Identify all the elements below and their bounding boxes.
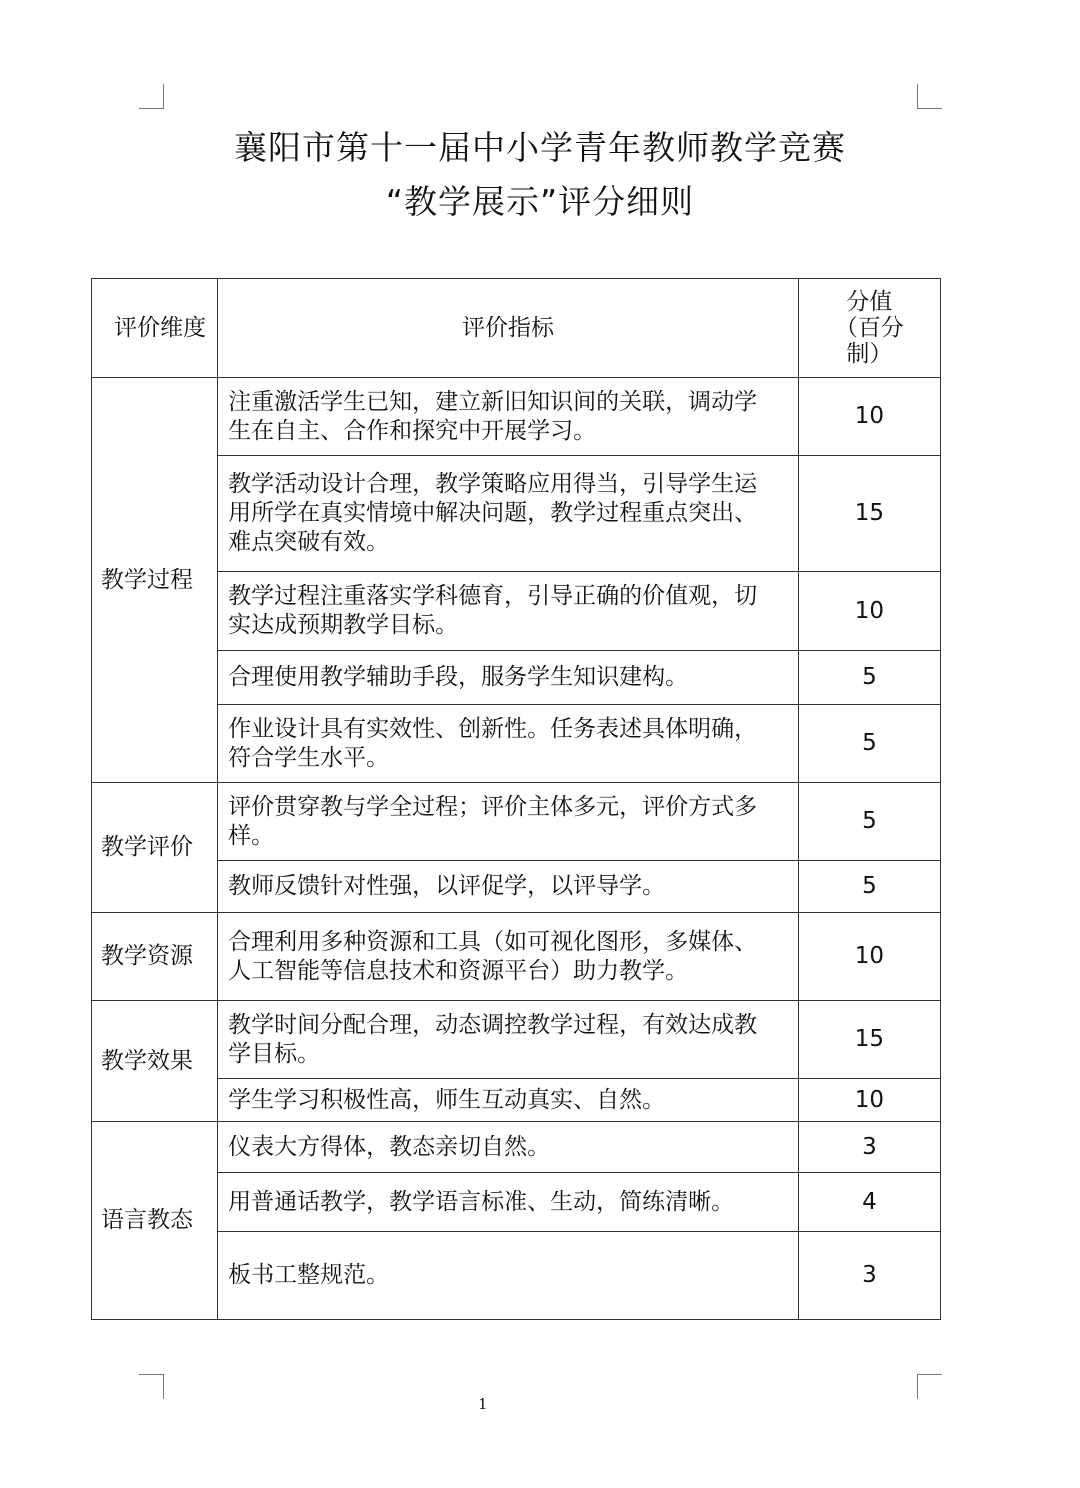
dimension-cell: 语言教态 (92, 1122, 218, 1320)
crop-mark-top-right (917, 84, 942, 109)
indicator-cell: 板书工整规范。 (218, 1232, 799, 1320)
score-cell: 5 (798, 783, 940, 861)
score-cell: 15 (798, 456, 940, 572)
crop-mark-top-left (139, 84, 164, 109)
table-row (92, 783, 941, 861)
table-row (92, 1079, 941, 1122)
score-cell: 10 (798, 913, 940, 1001)
score-cell: 15 (798, 1001, 940, 1079)
table-row (92, 913, 941, 1001)
dimension-cell: 教学资源 (92, 913, 218, 1001)
table-row (92, 705, 941, 783)
score-cell: 5 (798, 651, 940, 705)
indicator-cell: 教学时间分配合理，动态调控教学过程，有效达成教学目标。 (218, 1001, 799, 1079)
indicator-cell: 教学活动设计合理，教学策略应用得当，引导学生运用所学在真实情境中解决问题，教学过程重点突出、难点突破有效。 (218, 456, 799, 572)
indicator-cell: 仪表大方得体，教态亲切自然。 (218, 1122, 799, 1173)
document-title: 襄阳市第十一届中小学青年教师教学竞赛 (234, 128, 846, 167)
indicator-cell: 评价贯穿教与学全过程；评价主体多元，评价方式多样。 (218, 783, 799, 861)
table-row (92, 572, 941, 651)
table-row (92, 456, 941, 572)
indicator-cell: 合理利用多种资源和工具（如可视化图形，多媒体、人工智能等信息技术和资源平台）助力教学。 (218, 913, 799, 1001)
page-number: 1 (478, 1395, 488, 1413)
score-cell: 5 (798, 705, 940, 783)
score-cell: 3 (798, 1122, 940, 1173)
indicator-cell: 注重激活学生已知，建立新旧知识间的关联，调动学生在自主、合作和探究中开展学习。 (218, 378, 799, 456)
score-cell: 5 (798, 861, 940, 913)
indicator-cell: 教师反馈针对性强，以评促学，以评导学。 (218, 861, 799, 913)
table-row (92, 378, 941, 456)
scoring-rubric-table (91, 278, 941, 1320)
table-row (92, 651, 941, 705)
header-dimension: 评价维度 (92, 279, 218, 378)
dimension-cell: 教学效果 (92, 1001, 218, 1122)
score-cell: 4 (798, 1173, 940, 1232)
indicator-cell: 学生学习积极性高，师生互动真实、自然。 (218, 1079, 799, 1122)
score-cell: 3 (798, 1232, 940, 1320)
indicator-cell: 教学过程注重落实学科德育，引导正确的价值观，切实达成预期教学目标。 (218, 572, 799, 651)
table-row (92, 1001, 941, 1079)
table-row (92, 1232, 941, 1320)
header-indicator: 评价指标 (218, 279, 799, 378)
indicator-cell: 用普通话教学，教学语言标准、生动，简练清晰。 (218, 1173, 799, 1232)
table-row (92, 861, 941, 913)
header-score (798, 279, 940, 378)
table-row (92, 1173, 941, 1232)
indicator-cell: 作业设计具有实效性、创新性。任务表述具体明确，符合学生水平。 (218, 705, 799, 783)
score-cell: 10 (798, 572, 940, 651)
indicator-cell: 合理使用教学辅助手段，服务学生知识建构。 (218, 651, 799, 705)
dimension-cell: 教学过程 (92, 378, 218, 783)
header-score-label: 分值（百分制） (834, 289, 904, 367)
score-cell: 10 (798, 1079, 940, 1122)
score-cell: 10 (798, 378, 940, 456)
document-subtitle: “教学展示”评分细则 (385, 182, 695, 221)
dimension-cell: 教学评价 (92, 783, 218, 913)
table-row (92, 1122, 941, 1173)
